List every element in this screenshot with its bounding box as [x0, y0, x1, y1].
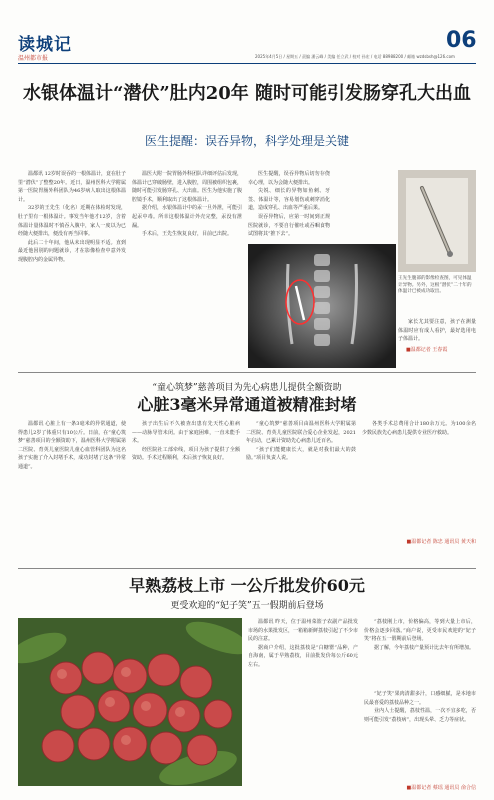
- section-title: 读城记: [18, 35, 72, 55]
- section-divider: [18, 568, 476, 569]
- story2-column-2: [132, 420, 240, 560]
- story1-column-4: [398, 318, 476, 344]
- paragraph: “妃子笑”果肉清甜多汁，口感细腻，是本地市民最喜爱的荔枝品种之一。: [364, 691, 476, 706]
- paragraph: “孩子们能健康长大，就是对我们最大的鼓励。”项目负责人说。: [246, 446, 356, 462]
- story1-byline: ■温都记者 王春霞: [406, 347, 448, 353]
- paragraph: 误吞异物后，应第一时间到正规医院就诊，不要自行催吐或吞咽食物试图将其“推下去”。: [248, 213, 330, 238]
- paragraph: 温都讯 昨天，位于温州菜篮子农副产品批发市场的水果批发区，一箱箱新鲜荔枝引起了不少市民的注意。: [248, 619, 358, 643]
- story2-headline: 心脏3毫米异常通道被精准封堵: [137, 395, 357, 414]
- paragraph: 经医院社工部牵线，项目为孩子提供了全额资助。手术过程顺利，术后孩子恢复良好。: [132, 446, 240, 462]
- lychee-photo: [18, 618, 242, 786]
- paragraph: 32岁的王先生（化名）近期在体检时发现，肚子里有一根体温计。事发当年他才12岁，含着体温计量体温时不慎吞入腹中，家人一度以为已经随大便排出，便没有再当回事。: [18, 205, 126, 238]
- paragraph: 家长尤其要注意，孩子在测量体温时应有成人看护，最好选用电子体温计。: [398, 319, 476, 343]
- paragraph: “荔枝刚上市，价格偏高，等到大量上市后，价格会逐步回落。”商户说，更受市民欢迎的“妃子笑”将在五一假期前后登场。: [364, 619, 476, 643]
- paragraph: 据了解，今年荔枝产量预计比去年有所增加。: [374, 644, 475, 651]
- paragraph: 手术后，王先生恢复良好，目前已出院。: [142, 231, 233, 238]
- story2-kicker: “童心筑梦”慈善项目为先心病患儿提供全额资助: [152, 383, 342, 393]
- story3-column-3: [364, 690, 476, 780]
- story3-byline: ■温都记者 蔡瑶 通讯员 俞合信: [406, 785, 476, 791]
- paragraph: 孩子出生后不久被查出患有先天性心脏病——动脉导管未闭。由于家庭困难，一直未能手术。: [132, 421, 240, 445]
- story3-column-2: [364, 618, 476, 688]
- story2-column-3: [246, 420, 356, 560]
- page-number: 06: [446, 28, 477, 53]
- paragraph: 据介绍，水银体温计中的汞一旦外泄，可能引起汞中毒。所幸这根体温计外壳完整，汞没有泄漏。: [132, 205, 242, 229]
- xray-photo-art: [248, 244, 396, 368]
- story2-column-1: [18, 420, 126, 560]
- paragraph: “童心筑梦”慈善项目由温州医科大学附属第二医院、育英儿童医院联合爱心企业发起，2021年启动，已累计资助先心病患儿近百名。: [246, 421, 356, 445]
- story2-byline: ■温都记者 陈忠 通讯员 黄天和: [406, 539, 476, 545]
- story3-headline: 早熟荔枝上市 一公斤批发价60元: [129, 576, 365, 595]
- paragraph: 业内人士提醒，荔枝性温，一次不宜多吃，否则可能引发“荔枝病”，出现头晕、乏力等症状。: [364, 708, 476, 723]
- section-divider: [18, 372, 476, 373]
- paragraph: 温都讯 12岁时误吞的一根体温计，竟在肚子里“潜伏”了整整20年。近日，温州医科大学附属第一医院胃肠外科团队为46岁病人取出这根体温计。: [18, 171, 126, 203]
- lychee-photo-art: [18, 618, 242, 786]
- paragraph: 医生提醒，误吞异物后切勿存侥幸心理，以为会随大便排出。: [248, 171, 330, 186]
- story1-headline: 水银体温计“潜伏”肚内20年 随时可能引发肠穿孔大出血: [22, 83, 472, 104]
- paragraph: 各类手术总费用合计180余万元。为100余名少数民族先心病患儿提供专业医疗救助。: [362, 421, 476, 436]
- story1-deck: 医生提醒：误吞异物，科学处理是关键: [144, 134, 349, 148]
- story2-column-4: [362, 420, 476, 540]
- section-subtitle: 温州都市报: [18, 55, 49, 62]
- thermometer-photo: [398, 170, 476, 272]
- paragraph: 温都讯 心脏上有一条3毫米的异常通道，使得患儿2岁了体重只有10公斤。日前，在“童心筑梦”慈善项目的全额资助下，温州医科大学附属第二医院、育英儿童医院儿童心血管科团队为这名孩子实施了介入封堵手术，成功封堵了这条“异常通道”。: [18, 421, 126, 470]
- paragraph: 据商户介绍，这批荔枝是“白糖罂”品种，产自海南，属于早熟荔枝，目前批发价每公斤60元左右。: [248, 644, 358, 668]
- story3-column-1: [248, 618, 358, 790]
- story1-column-2: [132, 170, 242, 396]
- photo-caption: 王先生腹部的影像检查图，可见体温计异物。另外，这根“潜伏”二十年的体温计已被成功取出。: [398, 276, 472, 295]
- header-rule: [18, 63, 476, 64]
- paragraph: 温医大附一院胃肠外科团队详细评估后发现，体温计已穿破肠壁，进入腹腔，周围被组织包裹，随时可能引发肠穿孔、大出血。医生为他实施了腹腔镜手术，顺利取出了这根体温计。: [132, 171, 242, 203]
- paragraph: 尖锐、细长的异物如鱼刺、牙签、体温计等，容易划伤或刺穿消化道，造成穿孔、出血等严重后果。: [248, 188, 330, 212]
- story1-column-1: [18, 170, 126, 396]
- story3-deck: 更受欢迎的“妃子笑”五一假期前后登场: [170, 601, 324, 611]
- dateline: 2025年4月5日 / 星期五 / 责编 潘云峰 / 美编 任立武 / 校对 孙宏 / 电话 88988200 / 邮箱 wzdsbsh@126.com: [255, 54, 455, 59]
- thermometer-photo-art: [398, 170, 476, 272]
- xray-photo: [248, 244, 396, 368]
- story1-column-3: [248, 170, 330, 242]
- paragraph: 此后二十年间，他从未出现明显不适。直到最近他因别的问题就诊，才在影像检查中意外发现腹腔内的金属异物。: [18, 239, 126, 263]
